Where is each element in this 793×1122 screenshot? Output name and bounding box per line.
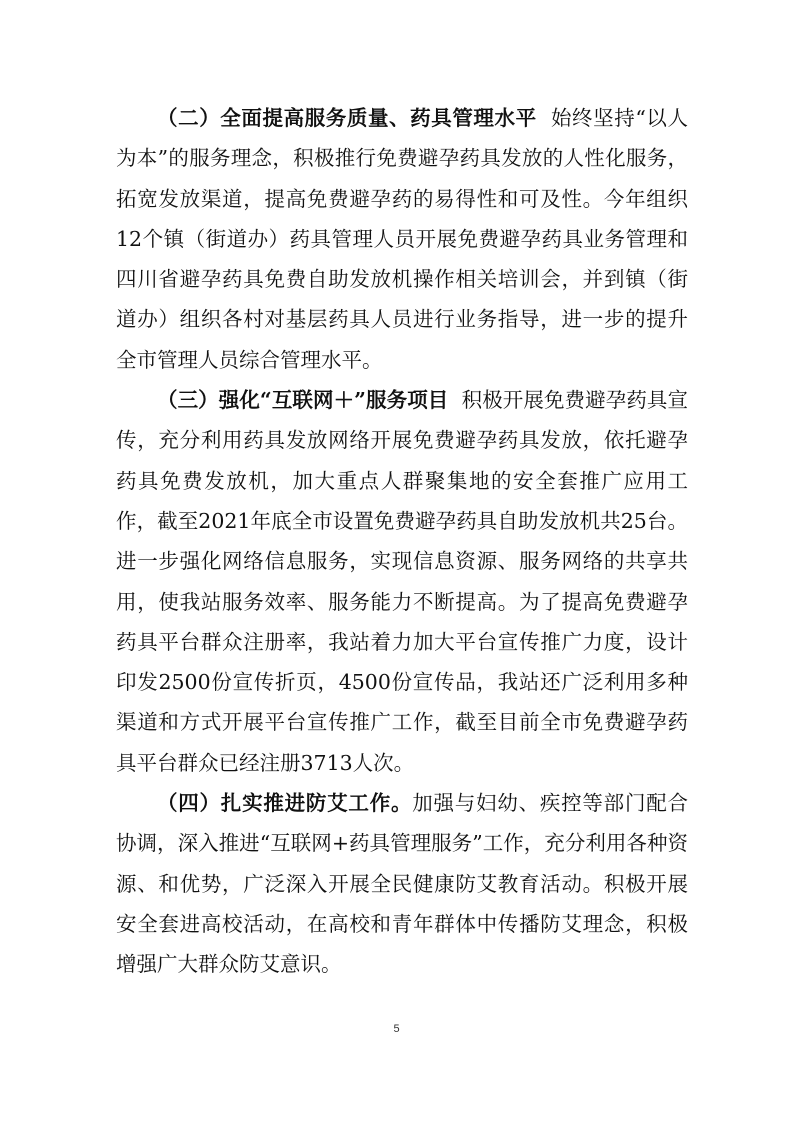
- section-paragraph-2: [116, 98, 688, 380]
- section-body-3: 积极开展免费避孕药具宣传，充分利用药具发放网络开展免费避孕药具发放，依托避孕药具免费发放机，加大重点人群聚集地的安全套推广应用工作，截至2021年底全市设置免费避孕药具自助发放机共25台。进一步强化网络信息服务，实现信息资源、服务网络的共享共用，使我站服务效率、服务能力不断提高。为了提高免费避孕药具平台群众注册率，我站着力加大平台宣传推广力度，设计印发2500份宣传折页，4500份宣传品，我站还广泛利用多种渠道和方式开展平台宣传推广工作，截至目前全市免费避孕药具平台群众已经注册3713人次。: [116, 388, 688, 775]
- section-body-2: 始终坚持“以人为本”的服务理念，积极推行免费避孕药具发放的人性化服务，拓宽发放渠道，提高免费避孕药的易得性和可及性。今年组织12个镇（街道办）药具管理人员开展免费避孕药具业务管理和四川省避孕药具免费自助发放机操作相关培训会，并到镇（街道办）组织各村对基层药具人员进行业务指导，进一步的提升全市管理人员综合管理水平。: [116, 106, 689, 372]
- section-heading-3: （三）强化“互联网＋”服务项目: [157, 388, 449, 413]
- section-heading-2: （二）全面提高服务质量、药具管理水平: [157, 106, 537, 130]
- page-number: 5: [393, 1023, 400, 1035]
- section-paragraph-3: [116, 380, 688, 783]
- section-spacer: [537, 106, 551, 130]
- section-heading-4: （四）扎实推进防艾工作。: [157, 791, 413, 816]
- section-spacer: [448, 388, 461, 412]
- section-body-4: 加强与妇幼、疾控等部门配合协调，深入推进“互联网+药具管理服务”工作，充分利用各种资源、和优势，广泛深入开展全民健康防艾教育活动。积极开展安全套进高校活动，在高校和青年群体中传播防艾理念，积极增强广大群众防艾意识。: [116, 791, 688, 977]
- document-body: [116, 98, 688, 985]
- section-paragraph-4: [116, 783, 688, 984]
